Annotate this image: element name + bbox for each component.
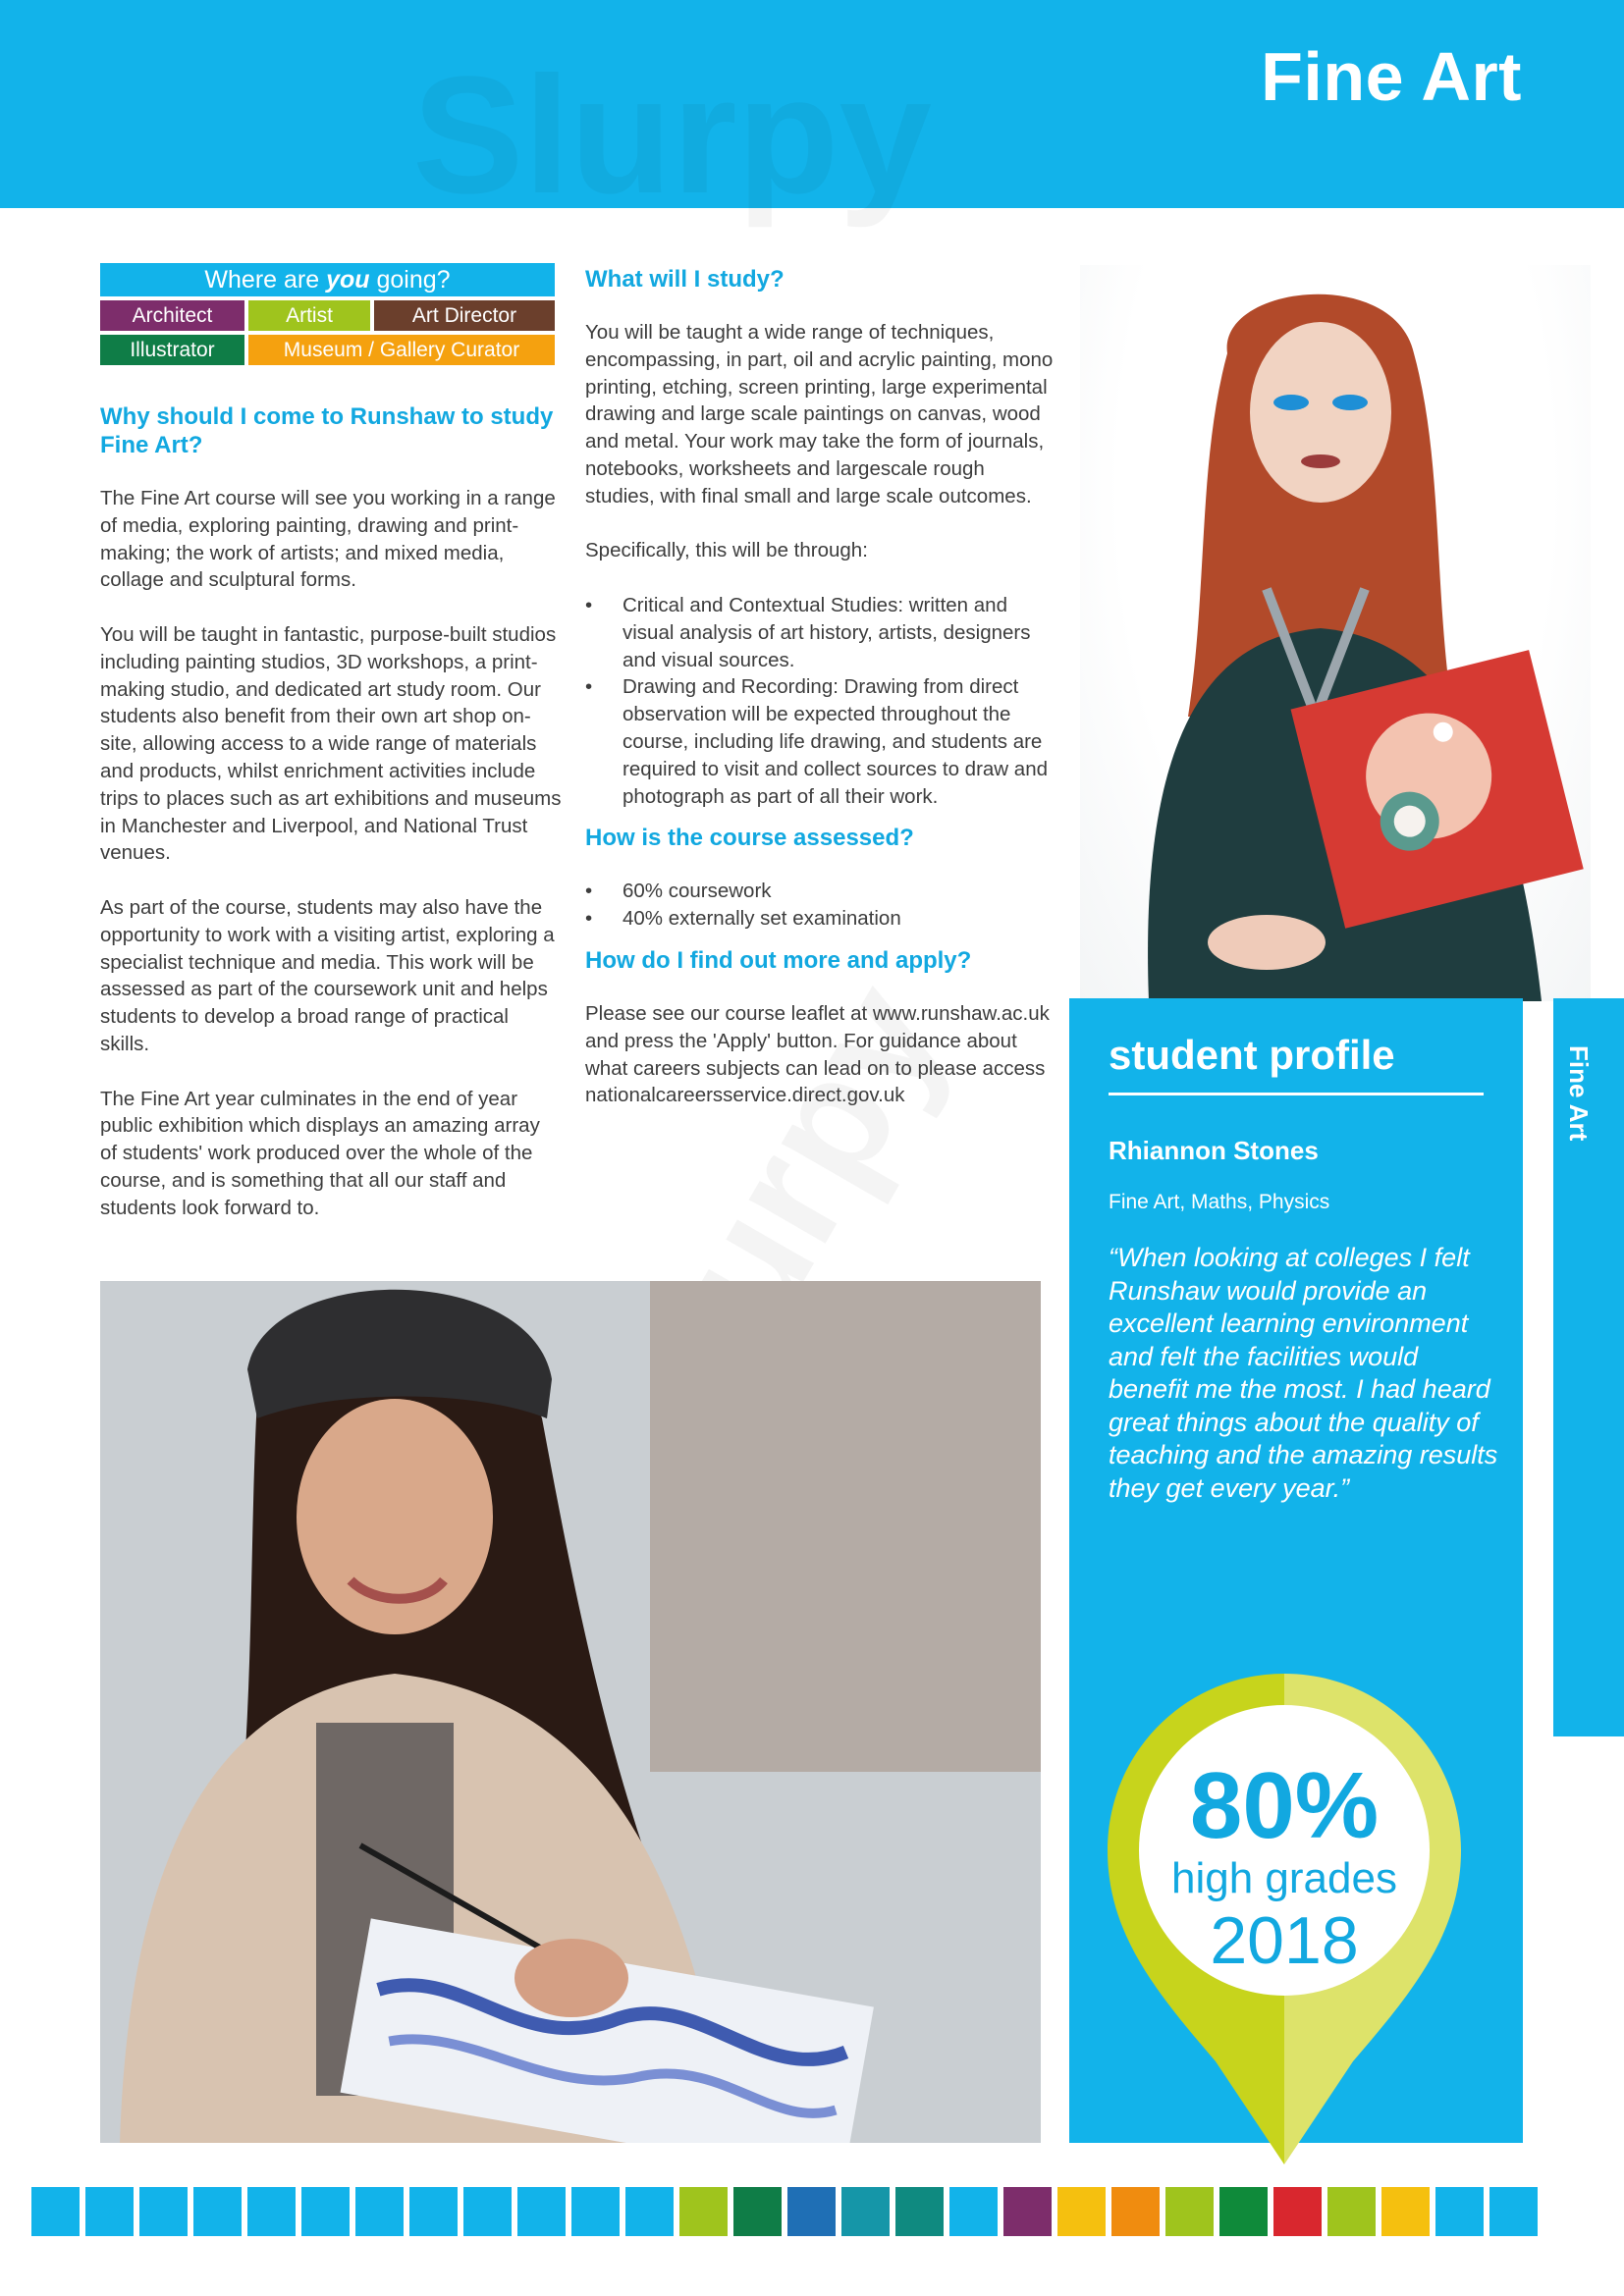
list-item: • 40% externally set examination xyxy=(585,905,1056,933)
column-why xyxy=(100,402,562,1249)
side-tab-label: Fine Art xyxy=(1564,1045,1594,1142)
profile-name: Rhiannon Stones xyxy=(1109,1136,1319,1165)
paragraph: Please see our course leaflet at www.runshaw.ac.uk and press the 'Apply' button. For guidance about what careers subjects can lead on to please access nationalcareersservice.direct.gov.uk xyxy=(585,1001,1050,1107)
column-study xyxy=(585,265,1056,1137)
stat-value: 80% xyxy=(1189,1753,1380,1858)
profile-divider xyxy=(1109,1093,1484,1095)
strip-square xyxy=(679,2187,728,2236)
strip-square xyxy=(571,2187,620,2236)
heading-assessed: How is the course assessed? xyxy=(585,825,914,852)
strip-square xyxy=(841,2187,890,2236)
list-item: • Drawing and Recording: Drawing from direct observation will be expected throughout the course, including life drawing, and students are required to visit and collect sources to draw and photograph as part of all their work. xyxy=(585,673,1056,810)
strip-square xyxy=(1327,2187,1376,2236)
strip-square xyxy=(895,2187,944,2236)
strip-square xyxy=(1381,2187,1430,2236)
strip-square xyxy=(625,2187,674,2236)
student-portrait-photo xyxy=(1080,265,1591,1001)
stat-label: high grades xyxy=(1171,1854,1397,1902)
page-number: 47 xyxy=(1560,2193,1590,2222)
side-tab xyxy=(1553,998,1624,1736)
strip-square xyxy=(1273,2187,1322,2236)
strip-square xyxy=(733,2187,782,2236)
strip-square xyxy=(1111,2187,1160,2236)
careers-title: Where are you going? xyxy=(100,263,555,296)
strip-square xyxy=(463,2187,512,2236)
strip-square xyxy=(1057,2187,1106,2236)
profile-quote: “When looking at colleges I felt Runshaw would provide an excellent learning environment and felt the facilities would benefit me the most. I had heard great things about the quality of teaching and the amazing results they get every year.” xyxy=(1109,1243,1498,1503)
page-title: Fine Art xyxy=(1261,38,1522,115)
strip-square xyxy=(787,2187,836,2236)
strip-square xyxy=(31,2187,80,2236)
profile-subjects: Fine Art, Maths, Physics xyxy=(1109,1191,1330,1213)
strip-square xyxy=(139,2187,188,2236)
strip-square xyxy=(409,2187,458,2236)
career-chip-artist: Artist xyxy=(248,300,370,331)
strip-square xyxy=(85,2187,134,2236)
career-chip-architect: Architect xyxy=(100,300,244,331)
careers-row xyxy=(100,300,555,331)
profile-heading: student profile xyxy=(1109,1032,1395,1078)
careers-row xyxy=(100,335,555,365)
strip-square xyxy=(1165,2187,1214,2236)
heading-study: What will I study? xyxy=(585,266,785,293)
paragraph: The Fine Art course will see you working in a range of media, exploring painting, drawing and print-making; the work of artists; and mixed media, collage and sculptural forms. xyxy=(100,487,556,592)
strip-square xyxy=(355,2187,404,2236)
strip-square xyxy=(1489,2187,1538,2236)
paragraph: The Fine Art year culminates in the end of year public exhibition which displays an amazing array of students' work produced over the whole of the course, and is something that all our staff and students look forward to. xyxy=(100,1087,540,1219)
heading-why: Why should I come to Runshaw to study Fine Art? xyxy=(100,403,554,458)
paragraph: Specifically, this will be through: xyxy=(585,539,868,562)
strip-square xyxy=(1003,2187,1052,2236)
study-list xyxy=(585,592,1056,810)
paragraph: You will be taught a wide range of techniques, encompassing, in part, oil and acrylic painting, mono printing, etching, screen printing, large experimental drawing and large scale paintings on canvas, wood and metal. Your work may take the form of journals, notebooks, worksheets and largescale rough studies, with final small and large scale outcomes. xyxy=(585,321,1054,507)
list-item: • 60% coursework xyxy=(585,878,1056,905)
painting-illustration xyxy=(100,1281,1041,2143)
strip-square xyxy=(193,2187,242,2236)
strip-square xyxy=(1435,2187,1484,2236)
heading-apply: How do I find out more and apply? xyxy=(585,946,972,974)
strip-square xyxy=(1219,2187,1268,2236)
career-chip-curator: Museum / Gallery Curator xyxy=(248,335,555,365)
stat-text xyxy=(1127,1753,1441,1979)
paragraph: As part of the course, students may also have the opportunity to work with a visiting artist, exploring a specialist technique and media. This work will be assessed as part of the coursework unit and helps students to develop a broad range of practical skills. xyxy=(100,895,555,1055)
career-chip-illustrator: Illustrator xyxy=(100,335,244,365)
strip-square xyxy=(517,2187,566,2236)
student-painting-photo xyxy=(100,1281,1041,2143)
stat-year: 2018 xyxy=(1210,1903,1359,1978)
strip-square xyxy=(247,2187,296,2236)
portrait-illustration xyxy=(1080,265,1591,1001)
career-chip-art-director: Art Director xyxy=(374,300,555,331)
strip-square xyxy=(949,2187,998,2236)
careers-panel xyxy=(100,263,555,365)
colour-strip xyxy=(31,2187,1538,2236)
paragraph: You will be taught in fantastic, purpose-built studios including painting studios, 3D workshops, a print-making studio, and dedicated art study room. Our students also benefit from their own art shop on-site, allowing access to a wide range of materials and products, whilst enrichment activities include trips to places such as art exhibitions and museums in Manchester and Liverpool, and National Trust venues. xyxy=(100,622,562,865)
assessment-list xyxy=(585,878,1056,933)
list-item: • Critical and Contextual Studies: written and visual analysis of art history, artists, designers and visual sources. xyxy=(585,592,1056,673)
strip-square xyxy=(301,2187,350,2236)
